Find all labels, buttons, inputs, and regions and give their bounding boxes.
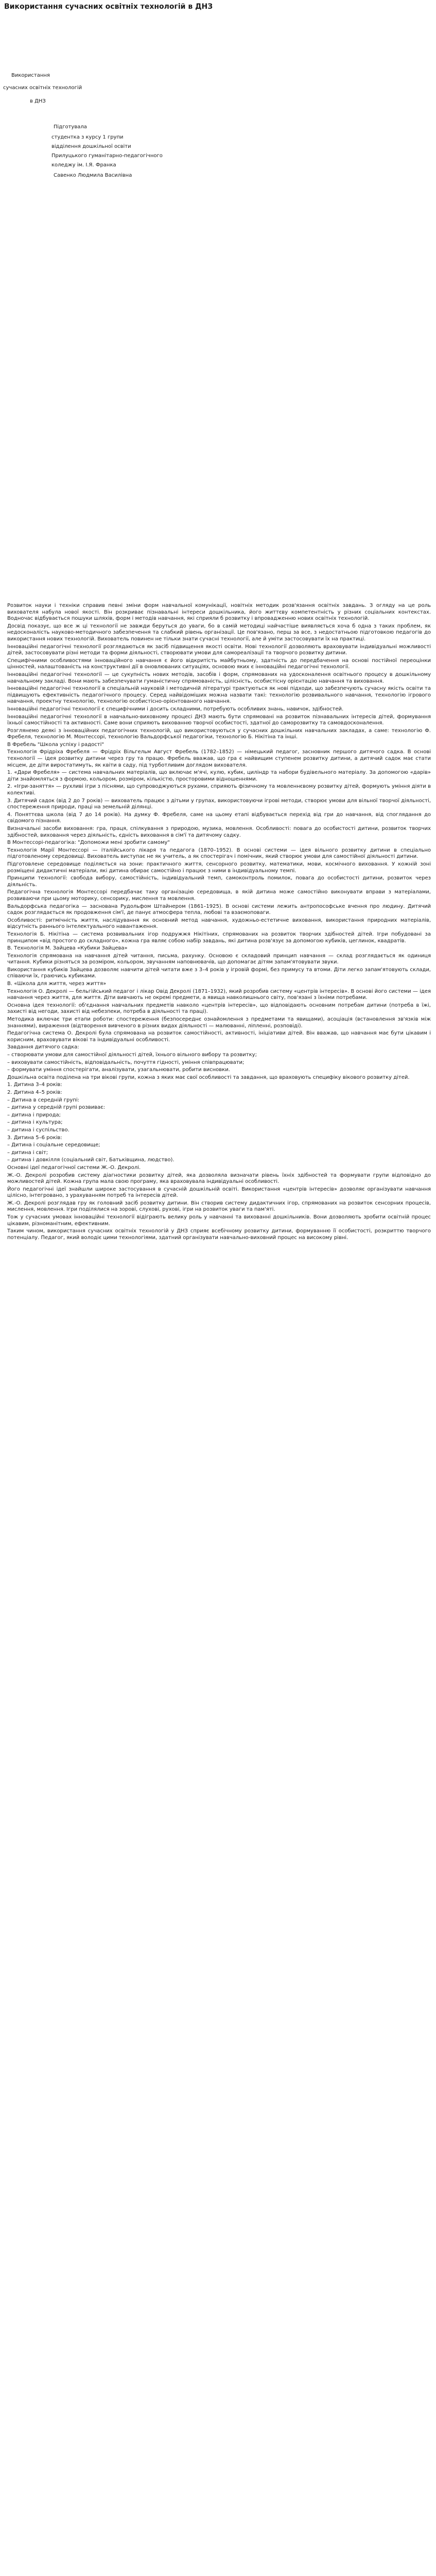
article-body: [0, 603, 436, 1241]
paragraph: Інноваційні педагогічні технології — це сукупність нових методів, засобів і форм, спрямованих на удосконалення освітнього процесу в дошкільному навчальному закладі. Вони мають забезпечувати гуманістичну спрямованість, цілісність, особистісну орієнтацію навчання та виховання.: [7, 671, 431, 684]
paragraph: 3. Дитячий садок (від 2 до 7 років) — вихователь працює з дітьми у групах, використовуючи ігрові методи, створює умови для вільної творчої діяльності, спостереження природи, праці на земельній ділянці.: [7, 798, 431, 810]
paragraph: Інноваційні педагогічні технології розглядаються як засіб підвищення якості освіти. Нові технології дозволяють враховувати індивідуальні можливості дітей, застосовувати різні методи та форми діяльності, створювати умови для самореалізації та творчого розвитку дитини.: [7, 643, 431, 656]
paragraph: Вальдорфська педагогіка — заснована Рудольфом Штайнером (1861–1925). В основі системи лежить антропософське вчення про людину. Дитячий садок розглядається як продовження сім'ї, де панує атмосфера тепла, любові та взаємоповаги.: [7, 903, 431, 916]
paragraph: 2. Дитина 4–5 років:: [7, 1089, 62, 1095]
paragraph: Його педагогічні ідеї знайшли широке застосування в сучасній дошкільній освіті. Використання «центрів інтересів» дозволяє організувати навчання цілісно, інтегровано, з урахуванням потреб та інтересів дітей.: [7, 1186, 431, 1199]
paragraph: Розвиток науки і техніки справив певні зміни форм навчальної комунікації, новітніх методик розв'язання освітніх завдань. З огляду на це роль вихователя набула нової якості. Він розкриває пізнавальні інтереси дошкільника, його життєву компетентність у різних соціальних контекстах. Водночас відбувається пошуки шляхів, форм і методів навчання, які сприяли б розвитку і впровадженню нових освітніх технологій.: [7, 603, 431, 622]
paragraph: Ж.-О. Декролі розробив систему діагностики розвитку дітей, яка дозволяла визначати рівень їхніх здібностей та формувати групи відповідно до можливостей дітей. Кожна група мала свою програму, яка враховувала індивідуальні особливості.: [7, 1172, 431, 1185]
paragraph: – дитина і суспільство.: [7, 1127, 69, 1133]
cover-line-prepared: Підготувала: [54, 124, 87, 130]
paragraph: – дитина і природа;: [7, 1112, 61, 1118]
paragraph: В. «Школа для життя, через життя»: [7, 981, 107, 987]
paragraph: Технологія Марії Монтессорі — італійського лікаря та педагога (1870–1952). В основі системи — ідея вільного розвитку дитини в спеціально підготовленому середовищі. Вихователь виступає не як учитель, а як спостерігач і помічник, який створює умови для самостійної діяльності дитини.: [7, 847, 431, 860]
paragraph: – дитина і довкілля (соціальний світ, Батьківщина, людство).: [7, 1157, 175, 1163]
paragraph: Підготовлене середовище поділяється на зони: практичного життя, сенсорного розвитку, математики, мови, космічного виховання. У кожній зоні розміщені дидактичні матеріали, які дитина обирає самостійно і працює з ними в індивідуальному темпі.: [7, 861, 431, 874]
paragraph: 2. «Ігри-заняття» — рухливі ігри з піснями, що супроводжуються рухами, сприяють фізичному та мовленнєвому розвитку дітей, формують уміння діяти в колективі.: [7, 784, 431, 796]
cover-line-college-name: коледжу ім. І.Я. Франка: [51, 162, 116, 168]
cover-line-student: студентка з курсу 1 групи: [51, 134, 124, 140]
paragraph: 1. «Дари Фребеля» — система навчальних матеріалів, що включає м'ячі, кулю, кубик, циліндр та набори будівельного матеріалу. За допомогою «дарів» діти знайомляться з формою, кольором, розміром, кількістю, просторовими відношеннями.: [7, 770, 431, 782]
paragraph: – дитина і світ;: [7, 1149, 48, 1156]
paragraph: Принципи технології: свобода вибору, самостійність, індивідуальний темп, самоконтроль помилок, повага до особистості дитини, розвиток через діяльність.: [7, 875, 431, 888]
paragraph: Педагогічна система О. Декролі була спрямована на розвиток самостійності, активності, ініціативи дітей. Він вважав, що навчання має бути цікавим і корисним, враховувати вікові та індивідуальні особливості.: [7, 1030, 431, 1043]
paragraph: Особливості: ритмічність життя, наслідування як основний метод навчання, художньо-естетичне виховання, використання природних матеріалів, відсутність раннього інтелектуального навантаження.: [7, 917, 431, 930]
paragraph: Технологія спрямована на навчання дітей читання, письма, рахунку. Основою є складовий принцип навчання — склад розглядається як одиниця читання. Кубики різняться за розміром, кольором, звучанням наповнювачів, що допомагає дітям запам'ятовувати звуки.: [7, 953, 431, 965]
paragraph: Завдання дитячого садка:: [7, 1044, 79, 1050]
paragraph: Ж.-О. Декролі розглядав гру як головний засіб розвитку дитини. Він створив систему дидактичних ігор, спрямованих на розвиток сенсорних процесів, мислення, мовлення. Ігри поділялися на зорові, слухові, рухові, ігри на розвиток уваги та пам'яті.: [7, 1200, 431, 1213]
paragraph: 3. Дитина 5–6 років:: [7, 1134, 62, 1141]
paragraph: – Дитина в середній групі:: [7, 1097, 79, 1103]
page-title: Використання сучасних освітніх технологій в ДНЗ: [4, 3, 213, 11]
paragraph: Використання кубиків Зайцева дозволяє навчити дітей читати вже з 3–4 років у ігровій формі, без примусу та втоми. Діти легко запам'ятовують склади, співаючи їх, граючись кубиками.: [7, 967, 431, 979]
paragraph: – створювати умови для самостійної діяльності дітей, їхнього вільного вибору та розвитку;: [7, 1052, 257, 1058]
paragraph: Основна ідея технології: об'єднання навчальних предметів навколо «центрів інтересів», що відповідають основним потребам дитини (потреба в їжі, захисті від негоди, захисті від небезпеки, потреба в діяльності та праці).: [7, 1002, 431, 1015]
paragraph: Таким чином, використання сучасних освітніх технологій у ДНЗ сприяє всебічному розвитку дитини, формуванню її особистості, розкриттю творчого потенціалу. Педагог, який володіє цими технологіями, здатний організувати навчально-виховний процес на високому рівні.: [7, 1228, 431, 1241]
paragraph: Досвід показує, що все ж ці технології не завжди беруться до уваги, бо в самій методиці найчастіше виявляється хоча б одна з таких проблем, як недосконалість науково-методичного забезпечення та слабкий рівень організації. Це пов'язано, перш за все, з недостатньою підготовкою педагогів до використання нових технологій. Вихователь повинен не тільки знати сучасні технології, але й уміти застосовувати їх на практиці.: [7, 623, 431, 642]
paragraph: Тож у сучасних умовах інноваційні технології відіграють велику роль у навчанні та вихованні дошкільників. Вони дозволяють зробити освітній процес цікавим, різноманітним, ефективним.: [7, 1214, 431, 1227]
cover-line-department: відділення дошкільної освіти: [51, 144, 131, 149]
paragraph: Визначальні засоби виховання: гра, праця, спілкування з природою, музика, мовлення. Особливості: повага до особистості дитини, розвиток творчих здібностей, виховання через діяльність, єдність виховання в сім'ї та дитячому садку.: [7, 826, 431, 838]
cover-line-dnz: в ДНЗ: [30, 98, 46, 104]
paragraph: В Фребель "Школа успіху і радості": [7, 741, 104, 748]
cover-line-topic: Використання: [11, 73, 50, 78]
paragraph: Дошкільна освіта поділена на три вікові групи, кожна з яких має свої особливості та завдання, що враховують специфіку вікового розвитку дітей.: [7, 1074, 410, 1080]
paragraph: Методика включає три етапи роботи: спостереження (безпосереднє ознайомлення з предметами та явищами), асоціація (встановлення зв'язків між знаннями), вираження (відтворення вивченого в різних видах діяльності — малюванні, ліпленні, розповіді).: [7, 1016, 431, 1029]
paragraph: Технологія Фрідріха Фребеля — Фрідріх Вільгельм Август Фребель (1782–1852) — німецький педагог, засновник першого дитячого садка. В основі технології — ідея розвитку дитини через гру та працю. Фребель вважав, що гра є найвищим ступенем розвитку дитини, а дитячий садок має стати місцем, де діти виростатимуть, як квіти в саду, під турботливим доглядом вихователя.: [7, 749, 431, 768]
cover-line-college: Прилуцького гуманітарно-педагогічного: [51, 153, 163, 159]
paragraph: Основні ідеї педагогічної системи Ж.-О. Декролі.: [7, 1164, 141, 1171]
paragraph: – Дитина і соціальне середовище;: [7, 1142, 100, 1148]
paragraph: Інноваційні педагогічні технології є специфічними і досить складними, потребують особливих знань, навичок, здібностей.: [7, 706, 344, 712]
paragraph: Розглянемо деякі з інноваційних педагогічних технологій, що використовуються у сучасних дошкільних навчальних закладах, а саме: технологію Ф. Фребеля, технологію М. Монтессорі, технологію Вальдорфської педагогіки, технологію Б. Нікітіна та інші.: [7, 727, 431, 740]
paragraph: – виховувати самостійність, відповідальність, почуття гідності, уміння співпрацювати;: [7, 1059, 245, 1065]
paragraph: – формувати уміння спостерігати, аналізувати, узагальнювати, робити висновки.: [7, 1067, 230, 1073]
paragraph: Інноваційні педагогічні технології в навчально-виховному процесі ДНЗ мають бути спрямовані на розвиток пізнавальних інтересів дітей, формування їхньої самостійності та активності. Саме вони сприяють вихованню творчої особистості, здатної до саморозвитку та самовдосконалення.: [7, 714, 431, 726]
paragraph: 4. Поняттєва школа (від 7 до 14 років). На думку Ф. Фребеля, саме на цьому етапі відбувається перехід від гри до навчання, від споглядання до свідомого пізнання.: [7, 811, 431, 824]
paragraph: Специфічними особливостями інноваційного навчання є його відкритість майбутньому, здатність до передбачення на основі постійної переоцінки цінностей, налаштованість на конструктивні дії в оновлюваних ситуаціях, основою яких є інноваційні педагогічні технології.: [7, 657, 431, 670]
paragraph: – дитина у середній групі розвиває:: [7, 1105, 105, 1111]
paragraph: Педагогічна технологія Монтессорі передбачає таку організацію середовища, в якій дитина може самостійно виконувати вправи з матеріалами, розвиваючи при цьому моторику, сенсорику, мислення та мовлення.: [7, 889, 431, 902]
paragraph: В. Технологія М. Зайцева «Кубики Зайцева»: [7, 945, 128, 952]
paragraph: Інноваційні педагогічні технології в спеціальній науковій і методичній літературі трактуються як нові підходи, що забезпечують сучасну якість освіти та підвищують ефективність педагогічного процесу. Серед найвідоміших можна назвати такі: технологію розвивального навчання, технологію ігрового навчання, проектну технологію, технологію особистісно-орієнтованого навчання.: [7, 686, 431, 705]
paragraph: – дитина і культура;: [7, 1120, 63, 1126]
cover-line-subtitle: сучасних освітніх технологій: [3, 85, 82, 91]
cover-block: [0, 26, 436, 603]
paragraph: Технологія О. Декролі — бельгійський педагог і лікар Овід Декролі (1871–1932), який розробив систему «центрів інтересів». В основі його системи — ідея навчання через життя, для життя. Діти вивчають не окремі предмети, а явища навколишнього світу, пов'язані з їхніми потребами.: [7, 988, 431, 1001]
paragraph: В Монтессорі-педагогіка: "Допоможи мені зробити самому": [7, 840, 170, 846]
paragraph: Технологія Б. Нікітіна — система розвивальних ігор подружжя Нікітіних, спрямованих на розвиток творчих здібностей дітей. Ігри побудовані за принципом «від простого до складного», кожна гра являє собою набір завдань, які дитина розв'язує за допомогою кубиків, цеглинок, квадратів.: [7, 931, 431, 944]
paragraph: 1. Дитина 3–4 років:: [7, 1082, 62, 1088]
cover-line-author: Савенко Людмила Василівна: [54, 173, 132, 178]
